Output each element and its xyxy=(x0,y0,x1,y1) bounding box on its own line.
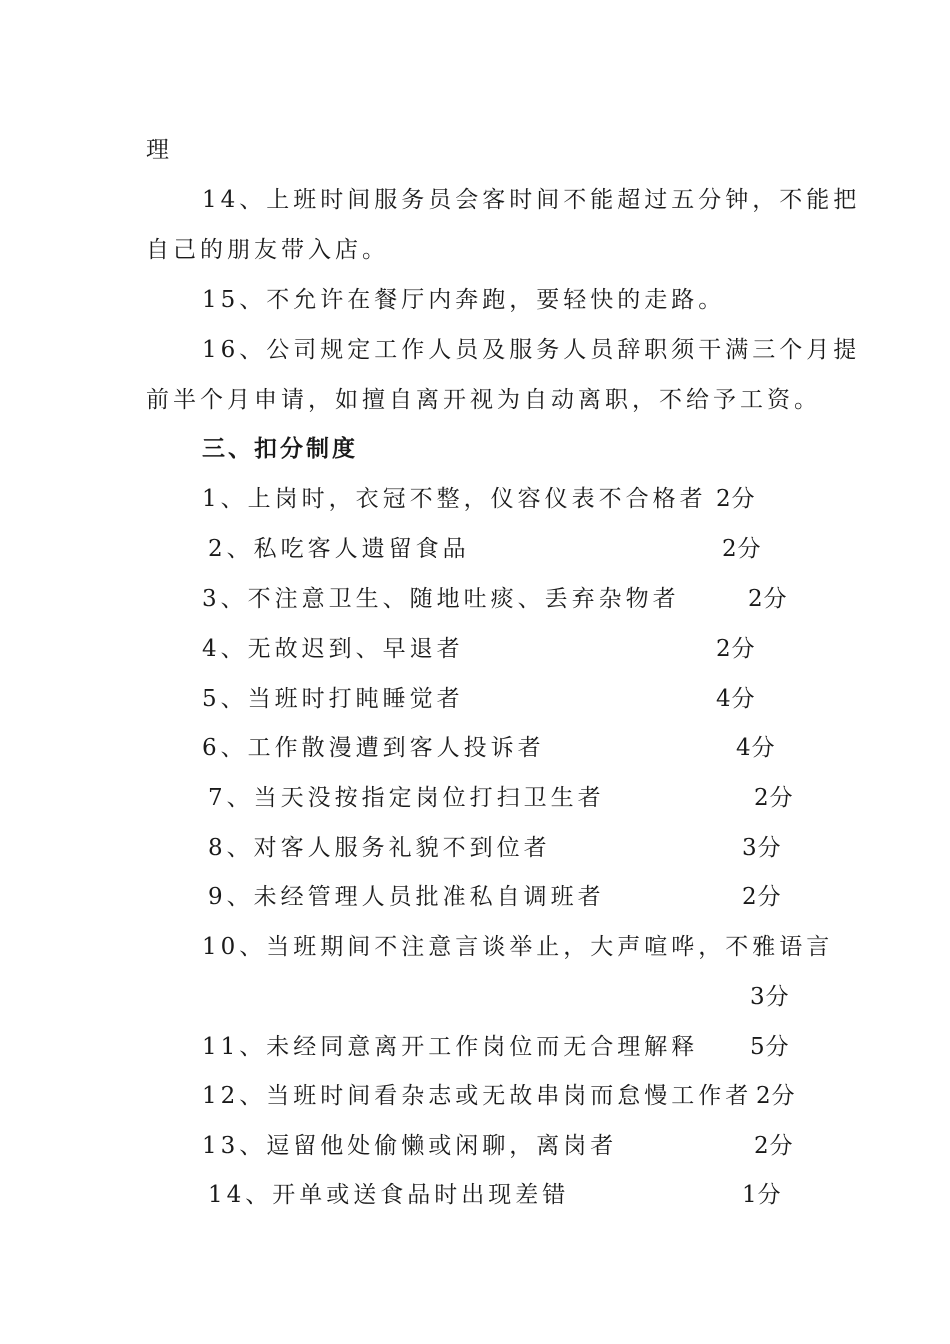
deduction-item: 2、私吃客人遗留食品 xyxy=(208,536,470,562)
deduction-points: 2分 xyxy=(722,536,762,562)
deduction-item: 1、上岗时，衣冠不整，仪容仪表不合格者 xyxy=(202,486,707,512)
deduction-points: 2分 xyxy=(754,1133,794,1159)
deduction-item: 4、无故迟到、早退者 xyxy=(202,636,464,662)
deduction-item: 12、当班时间看杂志或无故串岗而怠慢工作者 xyxy=(202,1083,753,1109)
deduction-points: 2分 xyxy=(742,884,782,910)
deduction-item: 13、逗留他处偷懒或闲聊，离岗者 xyxy=(202,1133,618,1159)
paragraph-line: 理 xyxy=(146,137,173,163)
deduction-points: 4分 xyxy=(736,735,776,761)
paragraph-line: 16、公司规定工作人员及服务人员辞职须干满三个月提 xyxy=(202,337,861,363)
deduction-item: 5、当班时打盹睡觉者 xyxy=(202,686,464,712)
deduction-item: 14、开单或送食品时出现差错 xyxy=(208,1182,570,1208)
deduction-item: 6、工作散漫遭到客人投诉者 xyxy=(202,735,545,761)
deduction-points: 5分 xyxy=(750,1034,790,1060)
deduction-points: 2分 xyxy=(756,1083,796,1109)
deduction-item: 10、当班期间不注意言谈举止，大声喧哗，不雅语言 xyxy=(202,934,834,960)
deduction-points: 3分 xyxy=(742,835,782,861)
paragraph-line: 15、不允许在餐厅内奔跑，要轻快的走路。 xyxy=(202,287,726,313)
paragraph-line: 14、上班时间服务员会客时间不能超过五分钟，不能把 xyxy=(202,187,861,213)
deduction-item: 3、不注意卫生、随地吐痰、丢弃杂物者 xyxy=(202,586,680,612)
deduction-points: 3分 xyxy=(750,984,790,1010)
paragraph-line: 前半个月申请，如擅自离开视为自动离职，不给予工资。 xyxy=(146,387,821,413)
paragraph-line: 自己的朋友带入店。 xyxy=(146,237,389,263)
deduction-item: 11、未经同意离开工作岗位而无合理解释 xyxy=(202,1034,699,1060)
section-heading: 三、扣分制度 xyxy=(202,436,358,462)
deduction-item: 9、未经管理人员批准私自调班者 xyxy=(208,884,605,910)
deduction-points: 2分 xyxy=(716,486,756,512)
deduction-points: 2分 xyxy=(716,636,756,662)
deduction-item: 7、当天没按指定岗位打扫卫生者 xyxy=(208,785,605,811)
deduction-points: 4分 xyxy=(716,686,756,712)
deduction-points: 1分 xyxy=(742,1182,782,1208)
deduction-points: 2分 xyxy=(754,785,794,811)
deduction-points: 2分 xyxy=(748,586,788,612)
deduction-item: 8、对客人服务礼貌不到位者 xyxy=(208,835,551,861)
